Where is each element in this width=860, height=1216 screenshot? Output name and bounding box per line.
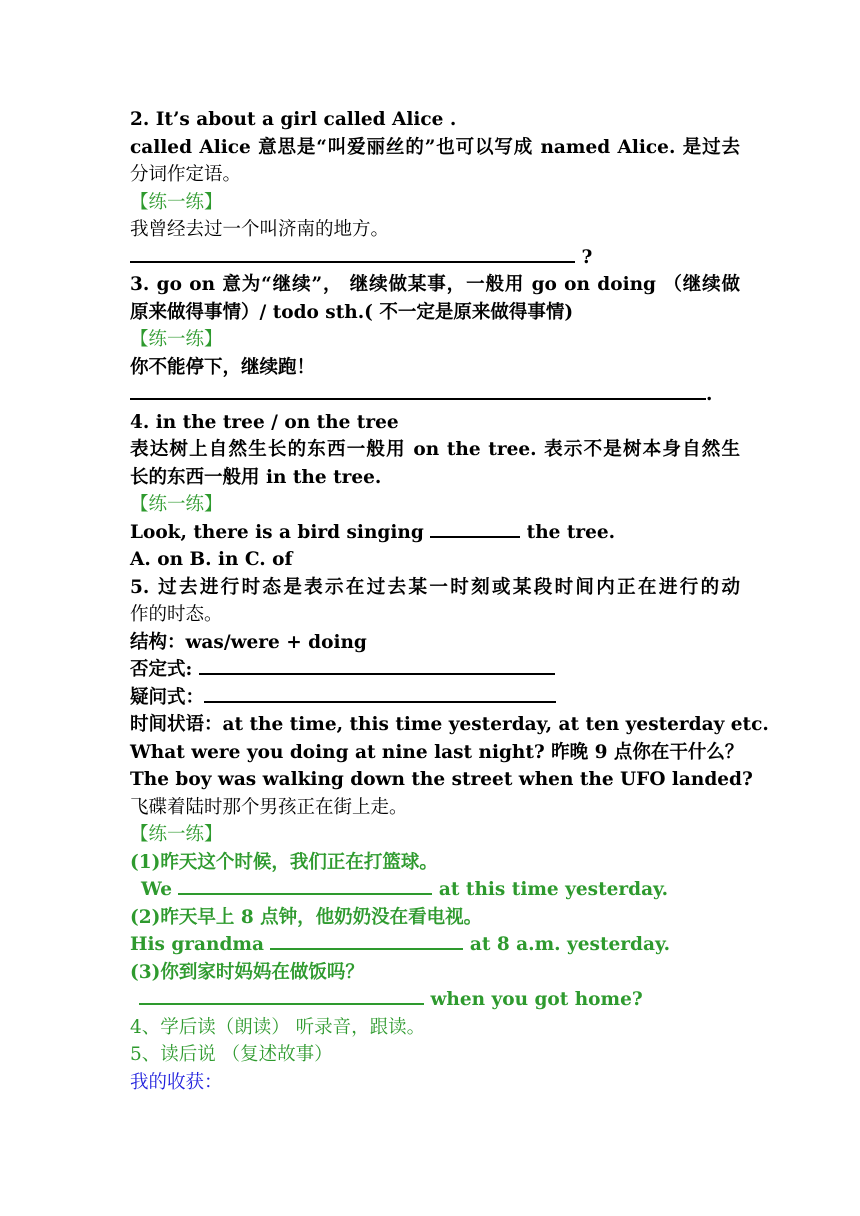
- s3-answer-line: [130, 381, 740, 409]
- s5-practice3-answer: [130, 986, 740, 1014]
- s4-question: [130, 519, 740, 547]
- s5-question-blank[interactable]: [204, 700, 556, 703]
- s5-negative-label: 否定式:: [130, 659, 199, 680]
- s3-line2: 原来做得事情）/ todo sth.( 不一定是原来做得事情): [130, 301, 574, 323]
- s5-example1: What were you doing at nine last night? 昨晚 9 点你在干什么？: [130, 741, 744, 763]
- s2-question: 我曾经去过一个叫济南的地方。: [130, 219, 390, 240]
- s5-question-form: [130, 684, 740, 712]
- s4-options: A. on B. in C. of: [130, 549, 293, 570]
- my-gains-label: 我的收获：: [130, 1071, 223, 1093]
- s5-line1: 5. 过去进行时态是表示在过去某一时刻或某段时间内正在进行的动: [130, 576, 740, 598]
- s4-explanation-line2: 长的东西一般用 in the tree.: [130, 466, 382, 488]
- s3-practice-label: 【练一练】: [130, 329, 223, 350]
- s5-p1-blank[interactable]: [178, 892, 432, 895]
- s4-question-blank[interactable]: [430, 535, 520, 538]
- s5-example2: The boy was walking down the street when the UFO landed?: [130, 769, 753, 790]
- s2-answer-end: ?: [575, 246, 593, 268]
- s5-adverbials: 时间状语：at the time, this time yesterday, at ten yesterday etc.: [130, 714, 769, 735]
- s4-question-before: Look, there is a bird singing: [130, 521, 431, 543]
- s5-p1-after: at this time yesterday.: [432, 879, 669, 900]
- s2-explanation-line1: called Alice 意思是“叫爱丽丝的”也可以写成 named Alice. 是过去: [130, 136, 740, 158]
- s5-practice-label: 【练一练】: [130, 824, 223, 845]
- s5-practice2-answer: [130, 931, 740, 959]
- s3-answer-end: .: [706, 384, 713, 405]
- s5-question-label: 疑问式：: [130, 686, 205, 708]
- s5-example2-cn: 飞碟着陆时那个男孩正在街上走。: [130, 796, 408, 818]
- s5-line2: 作的时态。: [130, 604, 223, 625]
- s5-practice2: (2)昨天早上 8 点钟，他奶奶没在看电视。: [130, 906, 483, 928]
- s5-practice1: (1)昨天这个时候，我们正在打篮球。: [130, 851, 438, 873]
- s5-p2-before: His grandma: [130, 934, 271, 955]
- s5-p1-before: We: [141, 879, 179, 900]
- s4-heading: 4. in the tree / on the tree: [130, 411, 399, 433]
- document-content: [130, 106, 769, 1096]
- step4-read-aloud: 4、学后读（朗读） 听录音，跟读。: [130, 1016, 426, 1038]
- s3-question: 你不能停下，继续跑！: [130, 356, 316, 378]
- s5-practice3: (3)你到家时妈妈在做饭吗？: [130, 961, 364, 983]
- s5-structure: 结构：was/were + doing: [130, 631, 367, 653]
- s5-p3-blank[interactable]: [139, 1002, 424, 1005]
- s5-negative-blank[interactable]: [199, 672, 555, 675]
- s5-p2-after: at 8 a.m. yesterday.: [463, 934, 671, 955]
- s4-explanation-line1: 表达树上自然生长的东西一般用 on the tree. 表示不是树本身自然生: [130, 439, 740, 460]
- s2-answer-line: [130, 244, 740, 272]
- s2-heading: 2. It’s about a girl called Alice .: [130, 109, 457, 130]
- s4-practice-label: 【练一练】: [130, 494, 223, 515]
- s5-p2-blank[interactable]: [270, 947, 463, 950]
- s3-answer-blank[interactable]: [130, 397, 706, 400]
- s2-practice-label: 【练一练】: [130, 191, 223, 213]
- s3-line1: 3. go on 意为“继续”， 继续做某事，一般用 go on doing （继续做: [130, 274, 740, 295]
- step5-retell: 5、读后说 （复述故事）: [130, 1044, 333, 1065]
- s2-answer-blank[interactable]: [130, 260, 575, 263]
- s2-explanation-line2: 分词作定语。: [130, 164, 242, 185]
- s5-negative: [130, 656, 740, 684]
- s4-question-after: the tree.: [520, 521, 616, 543]
- s5-p3-after: when you got home?: [424, 989, 643, 1010]
- s5-practice1-answer: [130, 876, 740, 904]
